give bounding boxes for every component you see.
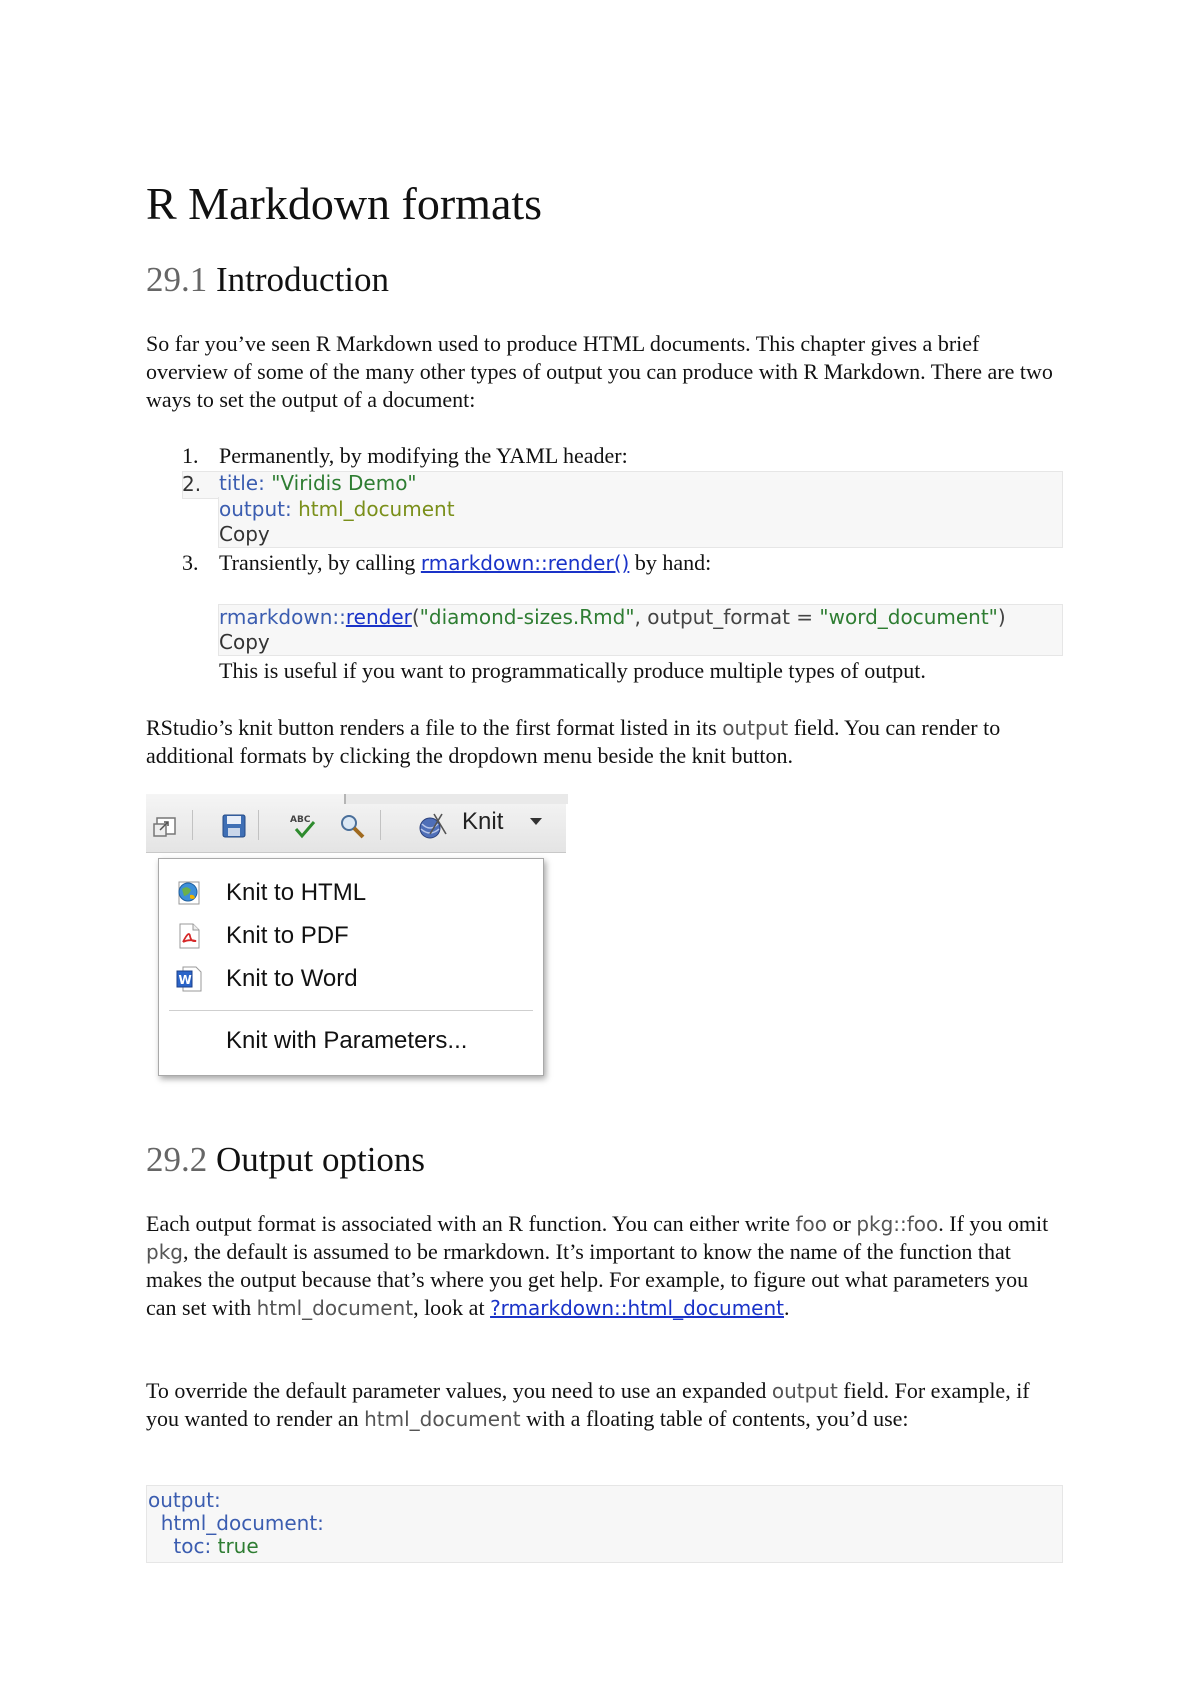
menu-item-knit-with-parameters[interactable] [159,1019,543,1063]
knit-dropdown-caret-icon[interactable] [530,818,542,825]
html-globe-icon [175,879,203,907]
render-code-line [219,605,1006,629]
code-string: "diamond-sizes.Rmd" [419,605,635,629]
yaml-value: "Viridis Demo" [264,471,417,495]
pdf-document-icon [175,922,203,950]
list-number-2: 2. [182,472,202,496]
intro-paragraph: So far you’ve seen R Markdown used to produce HTML documents. This chapter gives a brief overview of some of the many other types of output you can produce with R Markdown. There are two ways to set the output of a document: [146,331,1053,412]
knit-menu-screenshot [146,794,566,1084]
text-run: , look at [413,1295,491,1320]
inline-code: pkg [146,1240,183,1264]
find-icon[interactable] [338,812,366,840]
yaml-key: title: [219,471,265,495]
section-title: Introduction [216,260,390,299]
save-icon[interactable] [220,812,248,840]
yaml-code-line-2 [219,497,455,521]
copy-button[interactable]: Copy [219,522,270,546]
text-run: To override the default parameter values, you need to use an expanded [146,1378,772,1403]
code-arg: , output_format = [634,605,820,629]
toc-code-line-2: html_document: [148,1511,324,1535]
copy-button[interactable]: Copy [219,630,270,654]
text-run: RStudio’s knit button renders a file to the first format listed in its [146,715,723,740]
knit-yarn-icon[interactable] [412,812,452,840]
list-number-1: 1. [182,443,199,468]
list-item-1-text: Permanently, by modifying the YAML header: [219,443,628,468]
text-run: or [826,1211,857,1236]
knit-button-label[interactable]: Knit [462,808,504,835]
section-number: 29.1 [146,260,208,299]
inline-code: html_document [364,1407,521,1431]
toc-code-line-1: output: [148,1488,221,1512]
knit-paragraph [146,714,1062,770]
text-run: field. You can render to additional formats by clicking the dropdown menu beside the knit button. [146,715,1001,768]
inline-code: pkg::foo [856,1212,939,1236]
text-run: . If you omit [938,1211,1049,1236]
inline-code: output [722,716,789,740]
code-pkg: rmarkdown:: [219,605,346,629]
show-in-window-icon[interactable] [152,812,180,840]
page-title: R Markdown formats [146,178,543,229]
menu-item-knit-word[interactable] [159,957,543,1001]
menu-item-knit-pdf[interactable] [159,914,543,958]
text-run: , the default is assumed to be rmarkdown. It’s important to know the name of the function that makes the output because that’s where you get help. For example, to figure out what parameters you can set with [146,1239,1029,1320]
menu-item-knit-html[interactable] [159,871,543,915]
html-document-help-link[interactable]: ?rmarkdown::html_document [490,1296,784,1320]
render-code-link[interactable]: render [345,605,412,629]
editor-toolbar [146,794,566,853]
inline-code: foo [795,1212,827,1236]
code-paren: ( [411,605,420,629]
knit-dropdown-menu [158,858,544,1076]
menu-item-label: Knit to Word [226,965,358,992]
toc-code-line-3 [148,1534,259,1558]
menu-item-label: Knit to PDF [226,922,349,949]
text-run: . [784,1295,790,1320]
inline-code: output [771,1379,838,1403]
code-paren: ) [997,605,1006,629]
menu-separator [169,1010,533,1011]
toolbar-separator [258,810,259,840]
toolbar-separator [380,810,381,840]
text-run: with a floating table of contents, you’d use: [520,1406,909,1431]
spellcheck-icon[interactable] [288,812,322,840]
menu-item-label: Knit to HTML [226,879,367,906]
output-options-paragraph-1 [146,1210,1062,1322]
svg-text:ABC: ABC [290,815,311,825]
section-number: 29.2 [146,1140,208,1179]
toolbar-separator [192,810,193,840]
code-string: "word_document" [819,605,998,629]
yaml-value: html_document [291,497,455,521]
yaml-code-line-1 [219,471,417,495]
word-document-icon [175,965,203,993]
section-heading-output-options [146,1138,425,1182]
text-run: by hand: [629,550,712,575]
section-title: Output options [216,1140,426,1179]
list-item-3-note: This is useful if you want to programmatically produce multiple types of output. [219,658,926,683]
text-run: Transiently, by calling [219,550,421,575]
yaml-key: toc: [148,1534,212,1558]
text-run: field. For example, if you wanted to render an [146,1378,1030,1431]
output-options-paragraph-2 [146,1377,1062,1433]
list-number-3: 3. [182,550,199,575]
section-heading-introduction [146,258,389,302]
list-item-3-text [219,549,711,577]
yaml-value: true [211,1534,259,1558]
toolbar-tab-strip [344,794,568,804]
inline-code: html_document [256,1296,414,1320]
svg-text:W: W [178,973,192,987]
menu-item-label: Knit with Parameters... [226,1027,468,1054]
render-function-link[interactable]: rmarkdown::render() [420,551,630,575]
yaml-key: output: [219,497,292,521]
text-run: Each output format is associated with an R function. You can either write [146,1211,796,1236]
